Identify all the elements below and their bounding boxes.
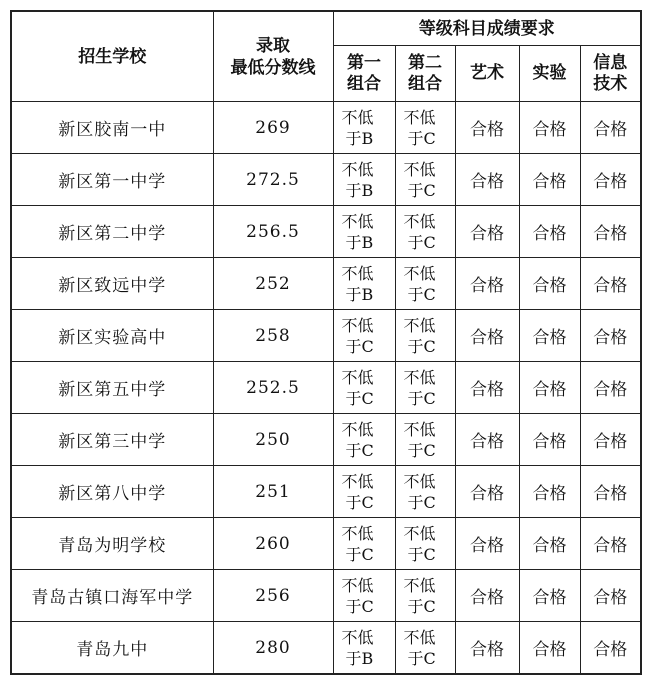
second-combo-requirement: 不低 于C: [395, 518, 455, 570]
it-requirement: 合格: [580, 518, 641, 570]
header-min-score: 录取 最低分数线: [213, 11, 333, 102]
school-name: 新区实验高中: [11, 310, 213, 362]
lab-requirement: 合格: [519, 362, 580, 414]
it-requirement: 合格: [580, 310, 641, 362]
school-name: 新区第一中学: [11, 154, 213, 206]
lab-requirement: 合格: [519, 466, 580, 518]
second-combo-requirement: 不低 于C: [395, 622, 455, 675]
table-row: [11, 154, 641, 206]
min-score: 252: [213, 258, 333, 310]
first-combo-requirement: 不低 于C: [333, 414, 395, 466]
it-requirement: 合格: [580, 414, 641, 466]
lab-requirement: 合格: [519, 622, 580, 675]
table-row: [11, 258, 641, 310]
first-combo-requirement: 不低 于C: [333, 362, 395, 414]
school-name: 青岛古镇口海军中学: [11, 570, 213, 622]
first-combo-requirement: 不低 于C: [333, 570, 395, 622]
second-combo-requirement: 不低 于C: [395, 362, 455, 414]
second-combo-requirement: 不低 于C: [395, 206, 455, 258]
second-combo-requirement: 不低 于C: [395, 310, 455, 362]
art-requirement: 合格: [455, 258, 519, 310]
table-row: [11, 102, 641, 154]
school-name: 新区致远中学: [11, 258, 213, 310]
lab-requirement: 合格: [519, 258, 580, 310]
school-name: 新区第八中学: [11, 466, 213, 518]
table-body: [11, 102, 641, 675]
art-requirement: 合格: [455, 206, 519, 258]
min-score: 258: [213, 310, 333, 362]
min-score: 272.5: [213, 154, 333, 206]
admission-table-container: [10, 10, 642, 675]
min-score: 256.5: [213, 206, 333, 258]
header-it: 信息 技术: [580, 46, 641, 102]
second-combo-requirement: 不低 于C: [395, 258, 455, 310]
second-combo-requirement: 不低 于C: [395, 154, 455, 206]
header-first-combo: 第一 组合: [333, 46, 395, 102]
first-combo-requirement: 不低 于B: [333, 258, 395, 310]
school-name: 青岛为明学校: [11, 518, 213, 570]
first-combo-requirement: 不低 于B: [333, 154, 395, 206]
min-score: 260: [213, 518, 333, 570]
header-art: 艺术: [455, 46, 519, 102]
school-name: 新区第五中学: [11, 362, 213, 414]
table-row: [11, 362, 641, 414]
min-score: 280: [213, 622, 333, 675]
it-requirement: 合格: [580, 622, 641, 675]
it-requirement: 合格: [580, 102, 641, 154]
school-name: 新区第二中学: [11, 206, 213, 258]
first-combo-requirement: 不低 于C: [333, 310, 395, 362]
min-score: 250: [213, 414, 333, 466]
it-requirement: 合格: [580, 570, 641, 622]
it-requirement: 合格: [580, 362, 641, 414]
it-requirement: 合格: [580, 466, 641, 518]
table-row: [11, 310, 641, 362]
first-combo-requirement: 不低 于C: [333, 518, 395, 570]
art-requirement: 合格: [455, 414, 519, 466]
header-school: 招生学校: [11, 11, 213, 102]
it-requirement: 合格: [580, 258, 641, 310]
it-requirement: 合格: [580, 206, 641, 258]
art-requirement: 合格: [455, 310, 519, 362]
lab-requirement: 合格: [519, 310, 580, 362]
min-score: 256: [213, 570, 333, 622]
header-grade-requirements: 等级科目成绩要求: [333, 11, 641, 46]
art-requirement: 合格: [455, 362, 519, 414]
school-name: 青岛九中: [11, 622, 213, 675]
admission-table: [10, 10, 642, 675]
first-combo-requirement: 不低 于B: [333, 206, 395, 258]
header-lab: 实验: [519, 46, 580, 102]
second-combo-requirement: 不低 于C: [395, 414, 455, 466]
lab-requirement: 合格: [519, 206, 580, 258]
min-score: 252.5: [213, 362, 333, 414]
lab-requirement: 合格: [519, 570, 580, 622]
school-name: 新区第三中学: [11, 414, 213, 466]
art-requirement: 合格: [455, 466, 519, 518]
art-requirement: 合格: [455, 102, 519, 154]
art-requirement: 合格: [455, 518, 519, 570]
second-combo-requirement: 不低 于C: [395, 570, 455, 622]
art-requirement: 合格: [455, 622, 519, 675]
first-combo-requirement: 不低 于B: [333, 102, 395, 154]
second-combo-requirement: 不低 于C: [395, 466, 455, 518]
lab-requirement: 合格: [519, 414, 580, 466]
art-requirement: 合格: [455, 570, 519, 622]
header-second-combo: 第二 组合: [395, 46, 455, 102]
table-row: [11, 622, 641, 675]
lab-requirement: 合格: [519, 154, 580, 206]
min-score: 269: [213, 102, 333, 154]
lab-requirement: 合格: [519, 102, 580, 154]
table-row: [11, 414, 641, 466]
art-requirement: 合格: [455, 154, 519, 206]
it-requirement: 合格: [580, 154, 641, 206]
lab-requirement: 合格: [519, 518, 580, 570]
table-row: [11, 206, 641, 258]
table-row: [11, 466, 641, 518]
second-combo-requirement: 不低 于C: [395, 102, 455, 154]
first-combo-requirement: 不低 于C: [333, 466, 395, 518]
first-combo-requirement: 不低 于B: [333, 622, 395, 675]
school-name: 新区胶南一中: [11, 102, 213, 154]
table-row: [11, 570, 641, 622]
table-row: [11, 518, 641, 570]
min-score: 251: [213, 466, 333, 518]
